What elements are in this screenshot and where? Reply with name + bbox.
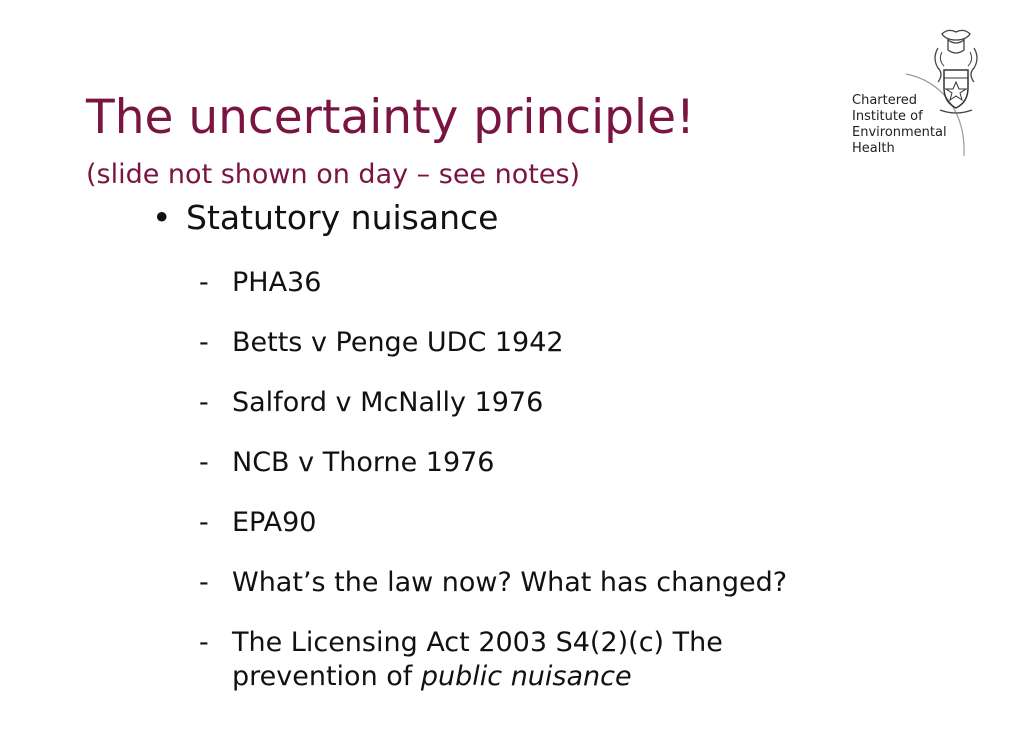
- slide-title: The uncertainty principle!: [86, 90, 695, 145]
- list-item: - Betts v Penge UDC 1942: [199, 327, 564, 358]
- main-bullet-text: Statutory nuisance: [186, 198, 499, 237]
- list-item: - Salford v McNally 1976: [199, 387, 544, 418]
- emphasis-text: public nuisance: [420, 661, 632, 692]
- list-item-line-1: The Licensing Act 2003 S4(2)(c) The: [232, 627, 723, 658]
- list-item: - NCB v Thorne 1976: [199, 447, 495, 478]
- bullet-marker: •: [152, 198, 172, 237]
- list-item: - PHA36: [199, 267, 322, 298]
- sub-bullet-list: [199, 266, 787, 694]
- main-bullet: [152, 199, 498, 237]
- list-item: - The Licensing Act 2003 S4(2)(c) The prevention of public nuisance: [199, 626, 787, 694]
- list-item: - EPA90: [199, 507, 317, 538]
- slide-subtitle: (slide not shown on day – see notes): [86, 159, 581, 190]
- list-item: - What’s the law now? What has changed?: [199, 567, 788, 598]
- logo-wordmark: Chartered Institute of Environmental Health: [852, 93, 947, 156]
- list-item-line-2: prevention of public nuisance: [232, 661, 632, 692]
